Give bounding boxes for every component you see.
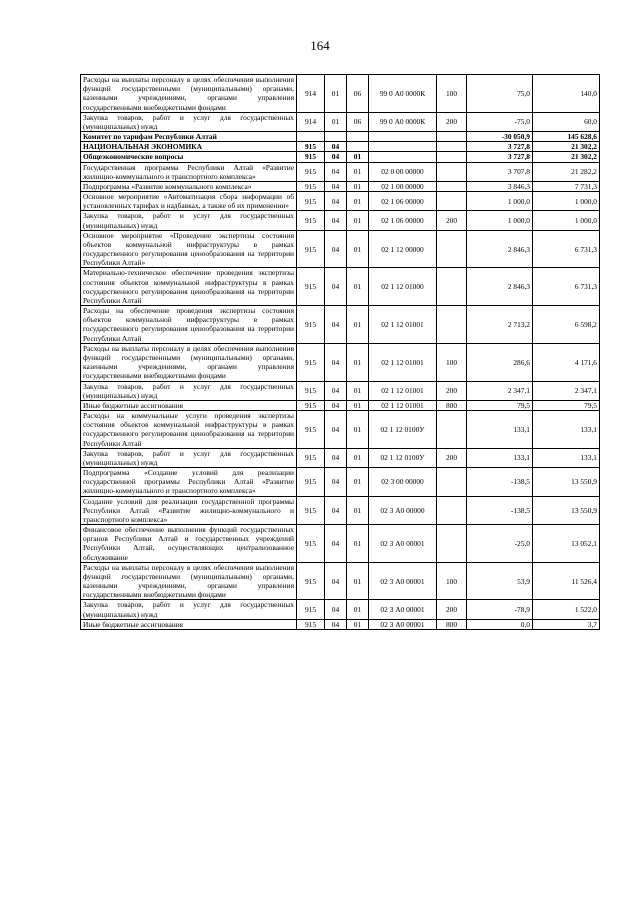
row-amount-change: 0,0	[467, 619, 533, 629]
row-subsection-code	[347, 142, 369, 152]
row-article-code: 02 0 00 00000	[369, 162, 437, 181]
row-subsection-code	[347, 132, 369, 142]
row-name: Основное мероприятие «Автоматизация сбора информации об установленных тарифах и надбавках, а также об их применении»	[81, 192, 297, 211]
table-row	[81, 181, 600, 191]
row-name: Комитет по тарифам Республики Алтай	[81, 132, 297, 142]
row-subsection-code: 01	[347, 306, 369, 344]
row-section-code: 04	[325, 562, 347, 600]
row-article-code: 02 1 12 0100У	[369, 448, 437, 467]
row-amount-total: 6 731,3	[533, 230, 600, 268]
row-subsection-code: 06	[347, 75, 369, 113]
row-expense-type: 800	[437, 400, 467, 410]
row-article-code	[369, 152, 437, 162]
row-subsection-code: 01	[347, 268, 369, 306]
row-name: Общеэкономические вопросы	[81, 152, 297, 162]
row-ministry-code: 915	[297, 562, 325, 600]
row-ministry-code: 915	[297, 230, 325, 268]
table-row	[81, 448, 600, 467]
row-amount-change: -138,5	[467, 496, 533, 525]
row-article-code: 99 0 А0 0000К	[369, 112, 437, 131]
row-section-code: 01	[325, 75, 347, 113]
row-article-code: 02 1 06 00000	[369, 211, 437, 230]
row-name: Подпрограмма «Развитие коммунального комплекса»	[81, 181, 297, 191]
row-ministry-code: 915	[297, 619, 325, 629]
row-ministry-code: 915	[297, 306, 325, 344]
row-expense-type	[437, 181, 467, 191]
row-ministry-code: 915	[297, 448, 325, 467]
table-row	[81, 496, 600, 525]
row-name: Закупка товаров, работ и услуг для государственных (муниципальных) нужд	[81, 448, 297, 467]
row-expense-type	[437, 132, 467, 142]
row-amount-change: 79,5	[467, 400, 533, 410]
row-amount-change: -75,0	[467, 112, 533, 131]
row-subsection-code: 06	[347, 112, 369, 131]
row-article-code: 02 3 А0 00001	[369, 562, 437, 600]
table-row	[81, 400, 600, 410]
row-amount-change: 3 727,8	[467, 142, 533, 152]
row-amount-change: -138,5	[467, 468, 533, 497]
row-amount-change: 133,1	[467, 411, 533, 449]
row-expense-type	[437, 142, 467, 152]
row-subsection-code: 01	[347, 600, 369, 619]
row-expense-type: 200	[437, 600, 467, 619]
row-amount-total: 7 731,3	[533, 181, 600, 191]
row-amount-total: 60,0	[533, 112, 600, 131]
row-section-code: 04	[325, 448, 347, 467]
row-amount-change: 3 727,8	[467, 152, 533, 162]
row-name: Основное мероприятие «Проведение экспертизы состояния объектов коммунальной инфраструктуры в рамках государственного регулирования ценообразования на территории Республики Алтай»	[81, 230, 297, 268]
row-ministry-code: 915	[297, 496, 325, 525]
row-section-code: 04	[325, 181, 347, 191]
row-amount-total: 79,5	[533, 400, 600, 410]
row-amount-total: 3,7	[533, 619, 600, 629]
row-amount-total: 1 522,0	[533, 600, 600, 619]
table-row	[81, 162, 600, 181]
table-row	[81, 142, 600, 152]
row-article-code	[369, 142, 437, 152]
row-subsection-code: 01	[347, 211, 369, 230]
row-subsection-code: 01	[347, 448, 369, 467]
table-row	[81, 562, 600, 600]
table-row	[81, 75, 600, 113]
row-amount-change: -30 050,9	[467, 132, 533, 142]
row-expense-type: 100	[437, 343, 467, 381]
row-amount-change: 2 347,1	[467, 381, 533, 400]
row-ministry-code	[297, 132, 325, 142]
row-ministry-code: 915	[297, 381, 325, 400]
row-ministry-code: 915	[297, 411, 325, 449]
row-section-code	[325, 132, 347, 142]
row-section-code: 04	[325, 192, 347, 211]
row-amount-total: 11 526,4	[533, 562, 600, 600]
row-expense-type: 200	[437, 381, 467, 400]
row-ministry-code: 915	[297, 162, 325, 181]
row-article-code: 02 1 12 01001	[369, 400, 437, 410]
row-amount-total: 13 052,1	[533, 525, 600, 563]
table-row	[81, 381, 600, 400]
table-row	[81, 306, 600, 344]
row-amount-total: 133,1	[533, 411, 600, 449]
row-expense-type: 200	[437, 112, 467, 131]
row-name: Закупка товаров, работ и услуг для государственных (муниципальных) нужд	[81, 112, 297, 131]
row-section-code: 04	[325, 343, 347, 381]
row-subsection-code: 01	[347, 152, 369, 162]
row-article-code: 02 1 00 00000	[369, 181, 437, 191]
row-amount-change: 2 713,2	[467, 306, 533, 344]
row-expense-type: 200	[437, 211, 467, 230]
row-expense-type	[437, 268, 467, 306]
row-section-code: 04	[325, 468, 347, 497]
row-section-code: 04	[325, 381, 347, 400]
row-expense-type	[437, 411, 467, 449]
row-amount-change: 1 000,0	[467, 211, 533, 230]
row-name: Государственная программа Республики Алтай «Развитие жилищно-коммунального и транспортного комплекса»	[81, 162, 297, 181]
row-name: Иные бюджетные ассигнования	[81, 619, 297, 629]
table-row	[81, 619, 600, 629]
row-expense-type: 100	[437, 562, 467, 600]
table-row	[81, 468, 600, 497]
row-article-code: 02 1 12 01001	[369, 306, 437, 344]
row-section-code: 04	[325, 619, 347, 629]
row-ministry-code: 915	[297, 181, 325, 191]
row-name: Подпрограмма «Создание условий для реализации государственной программы Республики Алтай «Развитие жилищно-коммунального и транспортного комплекса»	[81, 468, 297, 497]
row-expense-type	[437, 468, 467, 497]
row-expense-type	[437, 192, 467, 211]
row-ministry-code: 915	[297, 600, 325, 619]
row-section-code: 04	[325, 162, 347, 181]
row-amount-change: 3 707,8	[467, 162, 533, 181]
row-ministry-code: 915	[297, 525, 325, 563]
table-row	[81, 112, 600, 131]
row-amount-total: 133,1	[533, 448, 600, 467]
page-number: 164	[310, 38, 330, 53]
row-ministry-code: 915	[297, 211, 325, 230]
row-name: Создание условий для реализации государственной программы Республики Алтай «Развитие жилищно-коммунального и транспортного комплекса»	[81, 496, 297, 525]
table-row	[81, 600, 600, 619]
row-subsection-code: 01	[347, 400, 369, 410]
row-article-code: 02 1 12 01001	[369, 381, 437, 400]
row-expense-type: 100	[437, 75, 467, 113]
row-section-code: 01	[325, 112, 347, 131]
row-article-code: 02 3 А0 00000	[369, 496, 437, 525]
row-article-code: 02 1 12 00000	[369, 230, 437, 268]
row-section-code: 04	[325, 152, 347, 162]
row-subsection-code: 01	[347, 230, 369, 268]
row-section-code: 04	[325, 211, 347, 230]
row-subsection-code: 01	[347, 562, 369, 600]
row-ministry-code: 915	[297, 468, 325, 497]
row-section-code: 04	[325, 142, 347, 152]
row-amount-change: 1 000,0	[467, 192, 533, 211]
row-ministry-code: 915	[297, 192, 325, 211]
row-amount-change: 286,6	[467, 343, 533, 381]
table-row	[81, 132, 600, 142]
row-subsection-code: 01	[347, 162, 369, 181]
row-amount-change: -25,0	[467, 525, 533, 563]
row-ministry-code: 915	[297, 343, 325, 381]
row-subsection-code: 01	[347, 411, 369, 449]
row-article-code	[369, 132, 437, 142]
row-subsection-code: 01	[347, 381, 369, 400]
row-section-code: 04	[325, 230, 347, 268]
row-expense-type	[437, 162, 467, 181]
row-amount-change: 133,1	[467, 448, 533, 467]
row-name: Расходы на выплаты персоналу в целях обеспечения выполнения функций государственными (муниципальными) органами, казенными учреждениями, органами управления государственными внебюджетными фондами	[81, 562, 297, 600]
row-amount-total: 21 302,2	[533, 142, 600, 152]
row-amount-total: 21 282,2	[533, 162, 600, 181]
row-amount-total: 21 302,2	[533, 152, 600, 162]
row-expense-type	[437, 496, 467, 525]
row-name: НАЦИОНАЛЬНАЯ ЭКОНОМИКА	[81, 142, 297, 152]
row-article-code: 02 1 12 01000	[369, 268, 437, 306]
row-expense-type: 200	[437, 448, 467, 467]
row-section-code: 04	[325, 600, 347, 619]
row-amount-total: 1 000,0	[533, 211, 600, 230]
row-article-code: 02 3 00 00000	[369, 468, 437, 497]
row-section-code: 04	[325, 496, 347, 525]
row-article-code: 02 1 06 00000	[369, 192, 437, 211]
row-section-code: 04	[325, 306, 347, 344]
row-amount-total: 6 598,2	[533, 306, 600, 344]
row-article-code: 99 0 А0 0000К	[369, 75, 437, 113]
table-row	[81, 211, 600, 230]
row-name: Закупка товаров, работ и услуг для государственных (муниципальных) нужд	[81, 381, 297, 400]
row-article-code: 02 3 А0 00001	[369, 600, 437, 619]
row-section-code: 04	[325, 268, 347, 306]
row-expense-type	[437, 230, 467, 268]
table-row	[81, 343, 600, 381]
row-ministry-code: 915	[297, 268, 325, 306]
row-name: Расходы на обеспечение проведения экспертизы состояния объектов коммунальной инфраструктуры в рамках государственного регулирования ценообразования на территории Республики Алтай	[81, 306, 297, 344]
row-name: Материально-техническое обеспечение проведения экспертизы состояния объектов коммунальной инфраструктуры в рамках государственного регулирования ценообразования на территории Республики Алтай	[81, 268, 297, 306]
row-expense-type	[437, 152, 467, 162]
row-section-code: 04	[325, 525, 347, 563]
row-amount-total: 1 000,0	[533, 192, 600, 211]
row-amount-total: 145 628,6	[533, 132, 600, 142]
row-amount-change: 75,0	[467, 75, 533, 113]
row-amount-change: -78,9	[467, 600, 533, 619]
row-ministry-code: 915	[297, 152, 325, 162]
table-row	[81, 411, 600, 449]
row-amount-total: 6 731,3	[533, 268, 600, 306]
row-amount-total: 140,0	[533, 75, 600, 113]
row-name: Расходы на выплаты персоналу в целях обеспечения выполнения функций государственными (муниципальными) органами, казенными учреждениями, органами управления государственными внебюджетными фондами	[81, 75, 297, 113]
table-row	[81, 230, 600, 268]
row-subsection-code: 01	[347, 468, 369, 497]
table-body	[81, 75, 600, 630]
row-subsection-code: 01	[347, 192, 369, 211]
row-amount-total: 4 171,6	[533, 343, 600, 381]
row-name: Закупка товаров, работ и услуг для государственных (муниципальных) нужд	[81, 211, 297, 230]
row-expense-type	[437, 306, 467, 344]
row-subsection-code: 01	[347, 496, 369, 525]
row-section-code: 04	[325, 411, 347, 449]
row-expense-type: 800	[437, 619, 467, 629]
row-subsection-code: 01	[347, 181, 369, 191]
row-amount-total: 13 550,9	[533, 468, 600, 497]
row-name: Финансовое обеспечение выполнения функций государственных органов Республики Алтай и государственных учреждений Республики Алтай, осуществляющих централизованное обслуживание	[81, 525, 297, 563]
table-row	[81, 152, 600, 162]
table-row	[81, 192, 600, 211]
row-article-code: 02 3 А0 00001	[369, 525, 437, 563]
row-amount-total: 13 550,9	[533, 496, 600, 525]
row-ministry-code: 915	[297, 400, 325, 410]
row-name: Закупка товаров, работ и услуг для государственных (муниципальных) нужд	[81, 600, 297, 619]
row-section-code: 04	[325, 400, 347, 410]
row-article-code: 02 1 12 01001	[369, 343, 437, 381]
row-amount-change: 3 846,3	[467, 181, 533, 191]
row-ministry-code: 915	[297, 142, 325, 152]
row-ministry-code: 914	[297, 112, 325, 131]
row-amount-change: 2 846,3	[467, 230, 533, 268]
table-row	[81, 525, 600, 563]
row-subsection-code: 01	[347, 525, 369, 563]
row-article-code: 02 1 12 0100У	[369, 411, 437, 449]
table-row	[81, 268, 600, 306]
row-subsection-code: 01	[347, 343, 369, 381]
budget-table	[80, 74, 600, 630]
row-name: Расходы на выплаты персоналу в целях обеспечения выполнения функций государственными (муниципальными) органами, казенными учреждениями, органами управления государственными внебюджетными фондами	[81, 343, 297, 381]
row-subsection-code: 01	[347, 619, 369, 629]
row-ministry-code: 914	[297, 75, 325, 113]
row-expense-type	[437, 525, 467, 563]
row-amount-change: 53,9	[467, 562, 533, 600]
row-name: Иные бюджетные ассигнования	[81, 400, 297, 410]
row-name: Расходы на коммунальные услуги проведения экспертизы состояния объектов коммунальной инфраструктуры в рамках государственного регулирования ценообразования на территории Республики Алтай	[81, 411, 297, 449]
row-amount-total: 2 347,1	[533, 381, 600, 400]
row-article-code: 02 3 А0 00001	[369, 619, 437, 629]
row-amount-change: 2 846,3	[467, 268, 533, 306]
